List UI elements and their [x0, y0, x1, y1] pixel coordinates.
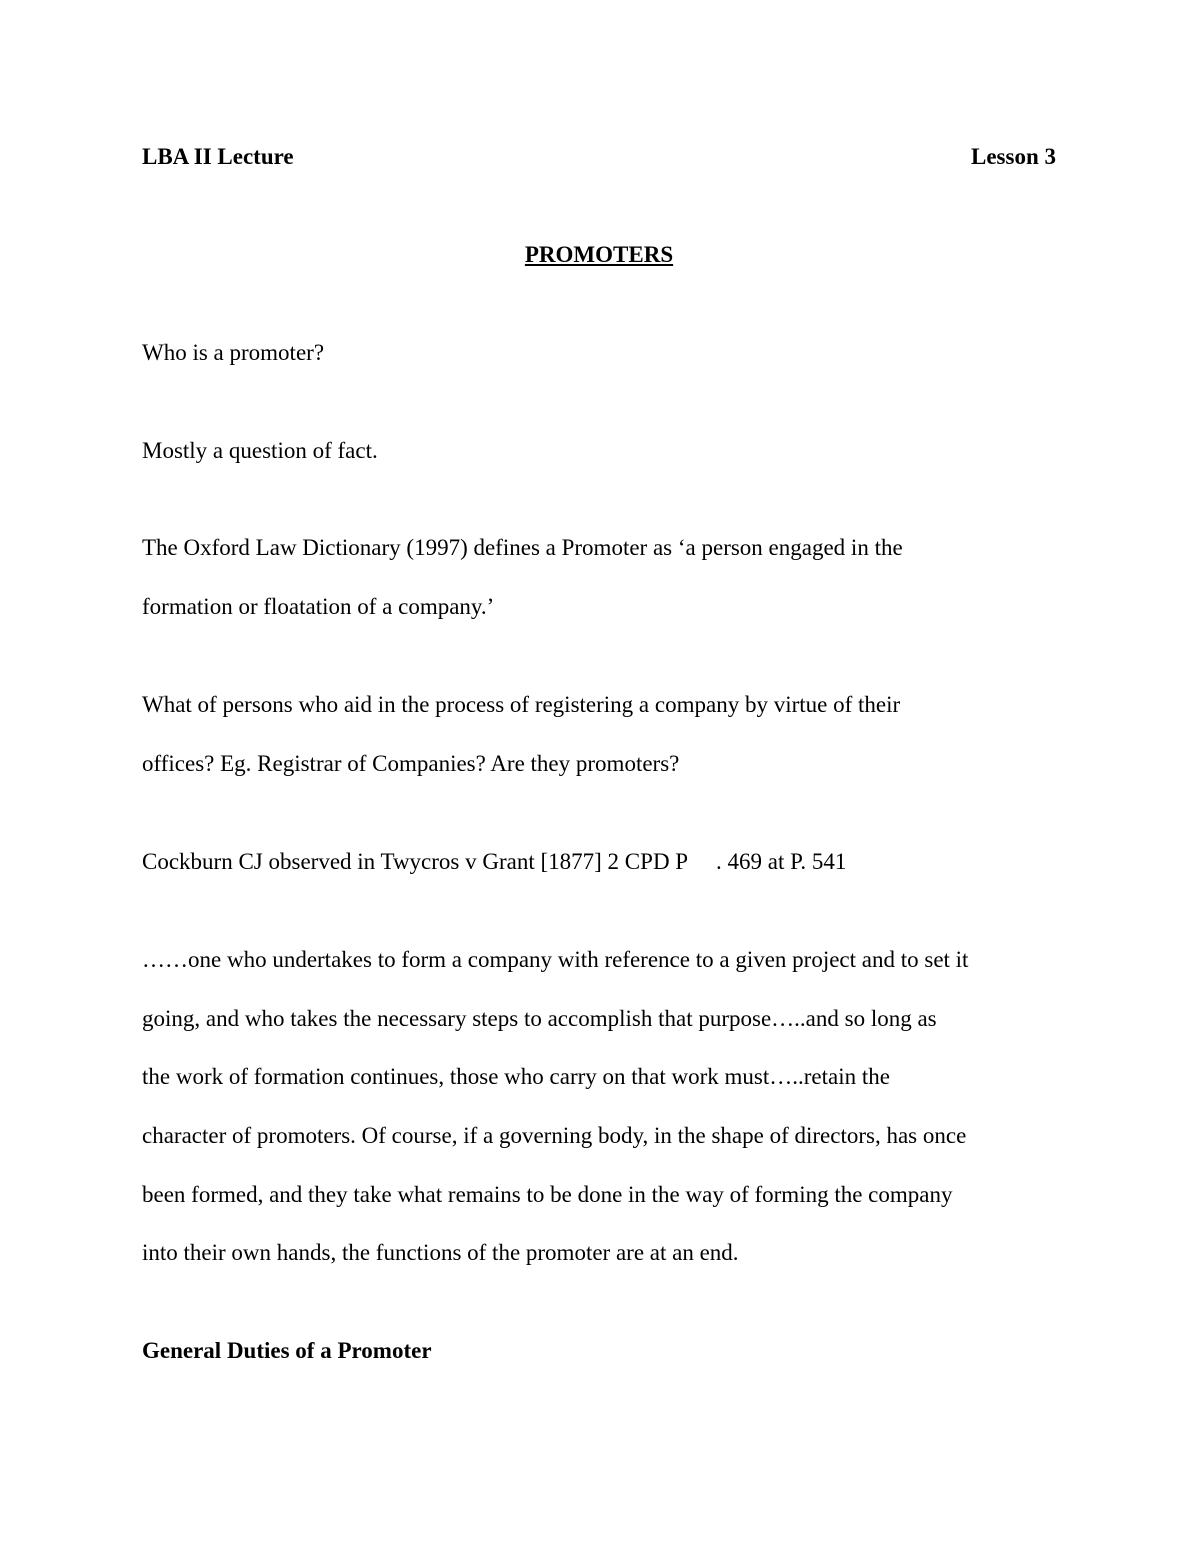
quote-line-1: ……one who undertakes to form a company with reference to a given project and to set it [142, 947, 969, 972]
cockburn-citation: Cockburn CJ observed in Twycros v Grant [1877] 2 CPD P . 469 at P. 541 [142, 849, 847, 874]
quote-line-4: character of promoters. Of course, if a governing body, in the shape of directors, has once [142, 1123, 967, 1148]
header-course-title: LBA II Lecture [142, 144, 294, 169]
oxford-definition-line-1: The Oxford Law Dictionary (1997) defines a Promoter as ‘a person engaged in the [142, 535, 903, 560]
registering-persons-line-2: offices? Eg. Registrar of Companies? Are they promoters? [142, 751, 680, 776]
oxford-definition-line-2: formation or floatation of a company.’ [142, 594, 495, 619]
quote-line-6: into their own hands, the functions of the promoter are at an end. [142, 1240, 739, 1265]
question-of-fact-line: Mostly a question of fact. [142, 438, 378, 463]
quote-line-5: been formed, and they take what remains to be done in the way of forming the company [142, 1182, 953, 1207]
registering-persons-line-1: What of persons who aid in the process of registering a company by virtue of their [142, 692, 901, 717]
quote-line-2: going, and who takes the necessary steps to accomplish that purpose…..and so long as [142, 1006, 937, 1031]
page-header [142, 142, 1056, 172]
quote-line-3: the work of formation continues, those who carry on that work must…..retain the [142, 1064, 890, 1089]
document-title: PROMOTERS [524, 242, 674, 267]
question-who-is-promoter: Who is a promoter? [142, 340, 325, 365]
section-heading-general-duties: General Duties of a Promoter [142, 1338, 432, 1363]
header-lesson-number: Lesson 3 [971, 144, 1056, 169]
